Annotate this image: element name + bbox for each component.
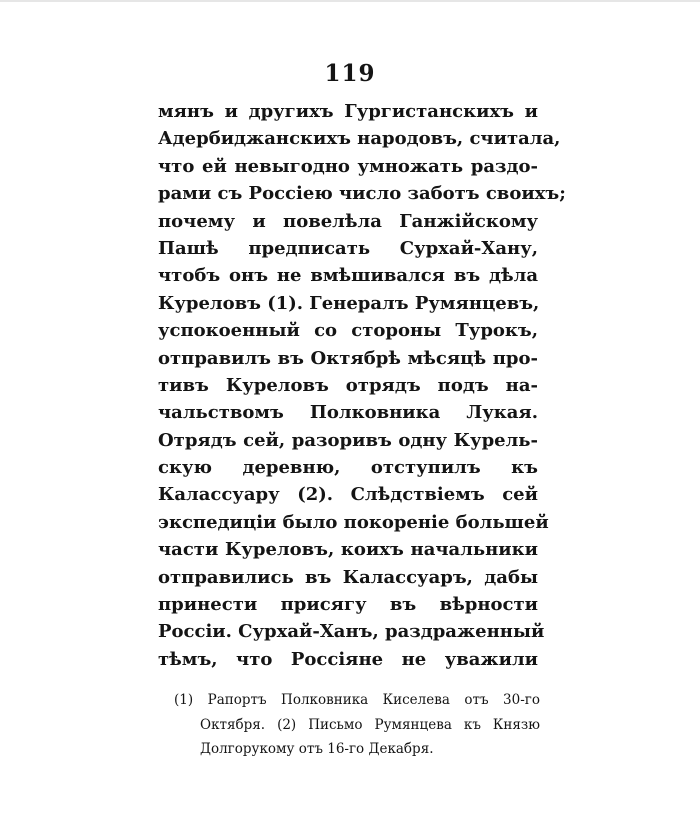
text-line: отправились въ Калассуаръ, дабы bbox=[158, 566, 538, 588]
text-line: Адербиджанскихъ народовъ, считала, bbox=[158, 128, 561, 150]
text-line: что ей невыгодно умножать раздо- bbox=[158, 155, 538, 177]
footnote-line: (1) Рапортъ Полковника Киселева отъ 30-го bbox=[174, 692, 540, 708]
text-line: чтобъ онъ не вмѣшивался въ дѣла bbox=[158, 265, 538, 287]
text-line: отправилъ въ Октябрѣ мѣсяцѣ про- bbox=[158, 347, 538, 369]
text-line: мянъ и другихъ Гургистанскихъ и bbox=[158, 101, 538, 122]
text-line: Пашѣ предписать Сурхай-Хану, bbox=[158, 237, 538, 259]
text-line: рами съ Россiею число заботъ своихъ; bbox=[158, 183, 566, 205]
page-number: 119 bbox=[324, 60, 376, 87]
text-line: Отрядъ сей, разоривъ одну Курель- bbox=[158, 429, 538, 451]
page-top-edge bbox=[0, 0, 700, 2]
text-line: чальствомъ Полковника Лукая. bbox=[158, 402, 538, 424]
footnote-line: Октября. (2) Письмо Румянцева къ Князю bbox=[200, 716, 540, 733]
text-line: успокоенный со стороны Турокъ, bbox=[158, 320, 538, 342]
text-line: экспедицiи было покоренiе большей bbox=[158, 511, 549, 533]
footnotes-block bbox=[160, 688, 540, 762]
text-line: скую деревню, отступилъ къ bbox=[158, 457, 538, 479]
text-line: почему и повелѣла Ганжiйскому bbox=[158, 210, 538, 232]
text-line: тивъ Куреловъ отрядъ подъ на- bbox=[158, 374, 538, 396]
text-line: Куреловъ (1). Генералъ Румянцевъ, bbox=[158, 292, 540, 314]
text-line: принести присягу въ вѣрности bbox=[158, 594, 538, 616]
text-line: Калассуару (2). Слѣдствiемъ сей bbox=[158, 484, 538, 506]
main-text-block bbox=[158, 98, 566, 673]
text-line: тѣмъ, что Россiяне не уважили bbox=[158, 648, 538, 670]
footnote-line: Долгорукому отъ 16-го Декабря. bbox=[200, 741, 434, 757]
text-line: Россiи. Сурхай-Ханъ, раздраженный bbox=[158, 621, 545, 643]
text-line: части Куреловъ, коихъ начальники bbox=[158, 539, 538, 561]
